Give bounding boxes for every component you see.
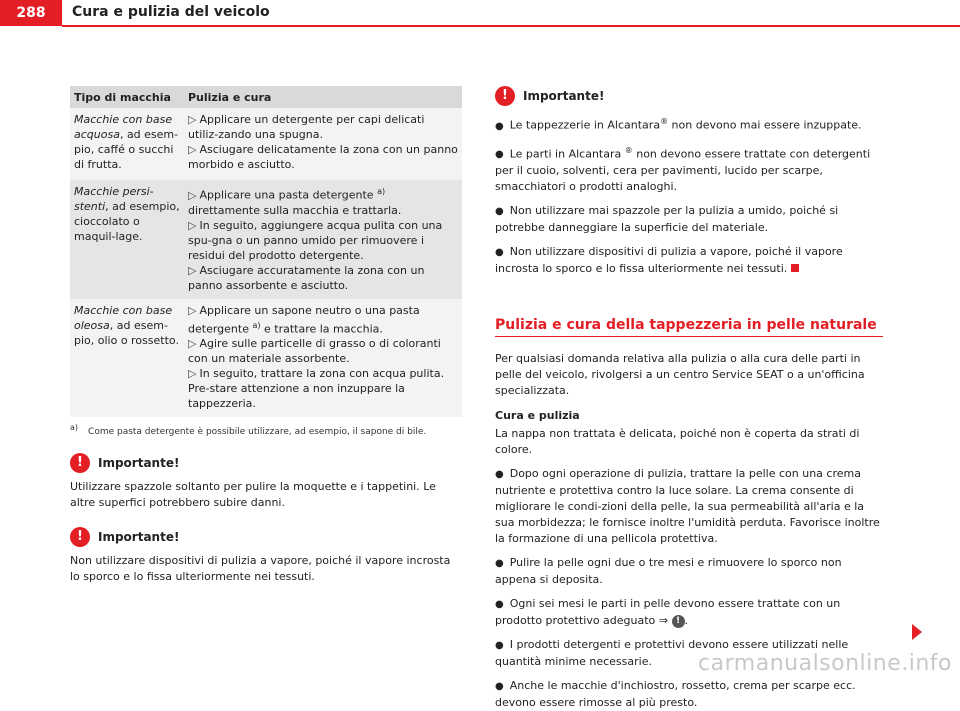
warning-heading: ! Importante! (70, 527, 462, 547)
step-arrow-icon: ▷ (188, 188, 197, 202)
next-page-arrow-icon[interactable] (912, 624, 922, 640)
header-rule (62, 25, 960, 27)
warning-text: Utilizzare spazzole soltanto per pulire la moquette e i tappetini. Le altre superfici potrebbero subire danni. (70, 480, 436, 510)
table-footnote: $^{a)}$ Come pasta detergente è possibile utilizzare, ad esempio, il sapone di bile. (70, 423, 427, 438)
warning-ref-icon[interactable]: ! (672, 615, 685, 628)
list-item: ● Anche le macchie d'inchiostro, rossetto, crema per scarpe ecc. devono essere rimosse al più presto. (495, 679, 856, 710)
subheading-text: La nappa non trattata è delicata, poiché non è coperta da strati di colore. (495, 427, 860, 457)
step-arrow-icon: ▷ (188, 113, 197, 126)
bullet-icon: ● (495, 206, 504, 218)
list-item: ● Dopo ogni operazione di pulizia, trattare la pelle con una crema nutriente e protettiva contro la luce solare. La crema consente di migliorare le condi-zioni della pelle, la sua permeabilità all'aria e la sua morbidezza; le fornisce inoltre l'umidità perduta. Favorisce inoltre la formazione di una pellicola protettiva. (495, 467, 880, 546)
step-arrow-icon: ▷ (188, 143, 197, 156)
left-column (70, 86, 462, 585)
section-title: Pulizia e cura della tappezzeria in pelle naturale (495, 317, 883, 337)
stain-type-cell: Macchie con base acquosa, ad esem-pio, caffé o succhi di frutta. (70, 108, 184, 180)
list-item: ● Pulire la pelle ogni due o tre mesi e rimuovere lo sporco non appena si deposita. (495, 556, 842, 587)
bullet-icon: ● (495, 149, 504, 161)
stain-type-cell: Macchie con base oleosa, ad esem-pio, olio o rossetto. (70, 299, 184, 418)
step-arrow-icon: ▷ (188, 263, 197, 277)
bullet-icon: ● (495, 640, 504, 652)
warning-icon: ! (70, 527, 90, 547)
bullet-icon: ● (495, 681, 504, 693)
step-arrow-icon: ▷ (188, 303, 197, 317)
warning-icon: ! (70, 453, 90, 473)
section-intro: Per qualsiasi domanda relativa alla pulizia o alla cura delle parti in pelle del veicolo, rivolgersi a un centro Service SEAT o a un'officina specializzata. (495, 352, 865, 398)
stain-table (70, 86, 462, 417)
end-marker-icon (791, 264, 799, 272)
warning-icon: ! (495, 86, 515, 106)
warning-text: Non utilizzare dispositivi di pulizia a vapore, poiché il vapore incrosta lo sporco e lo fissa ulteriormente nei tessuti. (70, 554, 451, 584)
list-item: ● I prodotti detergenti e protettivi devono essere utilizzati nelle quantità minime necessarie. (495, 638, 849, 669)
warning-heading: ! Importante! (70, 453, 462, 473)
footnote-ref: a) (377, 187, 386, 196)
bullet-icon: ● (495, 247, 504, 259)
warning-bullet: ● Le parti in Alcantara ® non devono essere trattate con detergenti per il cuoio, solventi, cera per pavimenti, lucido per scarpe, smacchiatori o prodotti analoghi. (495, 145, 871, 194)
step-arrow-icon: ▷ (188, 367, 197, 381)
table-header-type: Tipo di macchia (70, 86, 184, 108)
bullet-icon: ● (495, 599, 504, 611)
page-number: 288 (0, 0, 62, 26)
table-header-row (70, 86, 462, 108)
care-cell: ▷ Applicare un sapone neutro o una pasta detergente $^{a)}$ e trattare la macchia. ▷ Agire sulle particelle di grasso o di coloranti con un materiale assorbente. ▷ In seguito, trattare la zona con acqua pulita. Pre-stare attenzione a non inzuppare la tappezzeria. (184, 299, 462, 418)
table-row (70, 299, 462, 418)
running-head-title: Cura e pulizia del veicolo (72, 4, 270, 20)
table-header-care: Pulizia e cura (184, 86, 462, 108)
care-cell: ▷ Applicare un detergente per capi delicati utiliz-zando una spugna. ▷ Asciugare delicatamente la zona con un panno morbido e asciutto. (184, 108, 462, 180)
stain-type-cell: Macchie persi-stenti, ad esempio, cioccolato o maquil-lage. (70, 180, 184, 299)
watermark: carmanualsonline.info (698, 651, 952, 676)
footnote-ref: a) (252, 320, 261, 330)
step-arrow-icon: ▷ (188, 218, 197, 232)
list-item: ● Ogni sei mesi le parti in pelle devono essere trattate con un prodotto protettivo adeguato ⇒ ! . (495, 597, 841, 628)
warning-bullet: ● Le tappezzerie in Alcantara® non devono mai essere inzuppate. (495, 117, 862, 132)
right-column (495, 86, 883, 711)
warning-heading: ! Importante! (495, 86, 883, 106)
bullet-icon: ● (495, 469, 504, 481)
warning-bullet: ● Non utilizzare dispositivi di pulizia a vapore, poiché il vapore incrosta lo sporco e lo fissa ulteriormente nei tessuti. (495, 245, 843, 276)
step-arrow-icon: ▷ (188, 337, 197, 351)
bullet-icon: ● (495, 558, 504, 570)
care-cell: ▷ Applicare una pasta detergente $^{a)}$ direttamente sulla macchia e trattarla. ▷ In seguito, aggiungere acqua pulita con una spu-gna o un panno umido per rimuovere i residui del prodotto detergente. ▷ Asciugare accuratamente la zona con un panno assorbente e asciutto. (184, 180, 462, 299)
table-row (70, 108, 462, 180)
bullet-icon: ● (495, 120, 504, 132)
table-row (70, 180, 462, 299)
subheading: Cura e pulizia (495, 409, 580, 423)
warning-bullet: ● Non utilizzare mai spazzole per la pulizia a umido, poiché si potrebbe danneggiare la superficie del materiale. (495, 204, 839, 235)
